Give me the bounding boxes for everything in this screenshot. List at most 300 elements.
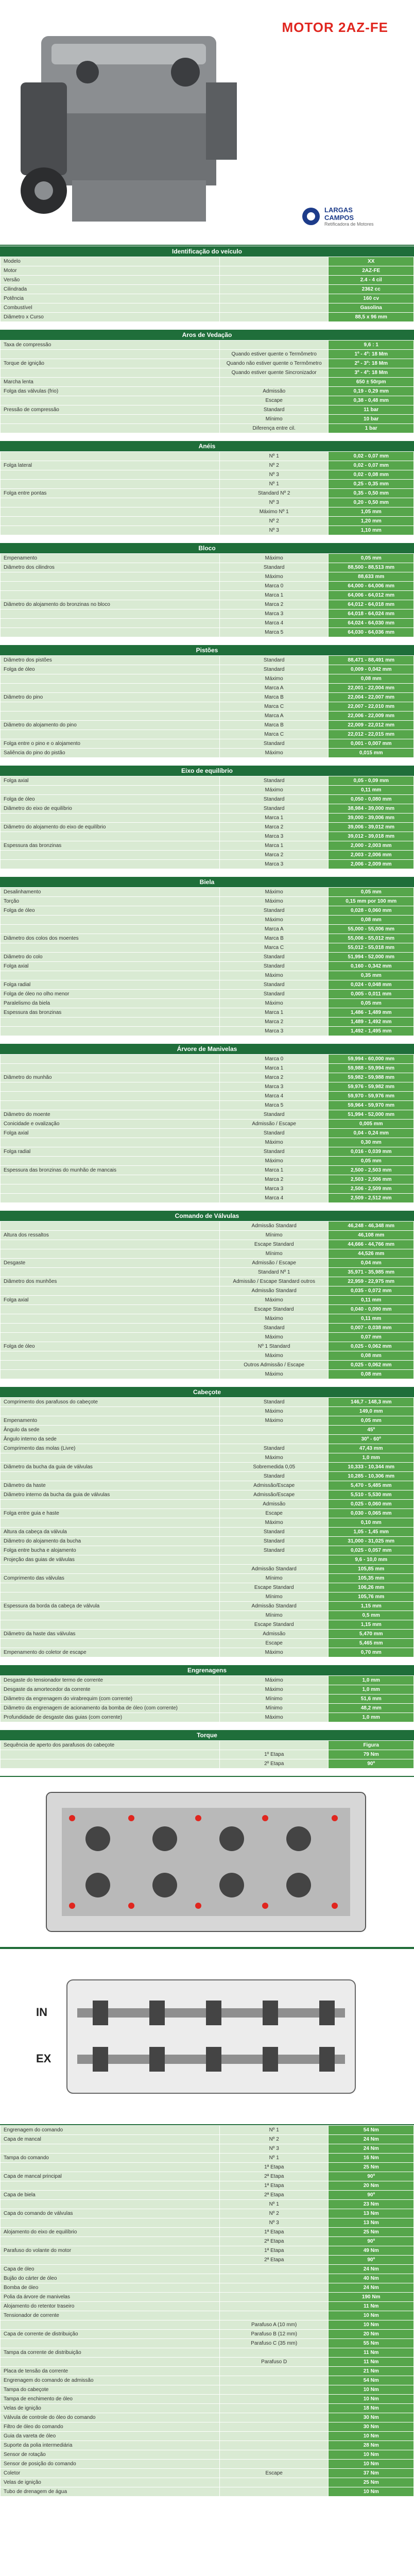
spec-label xyxy=(1,1286,220,1296)
spec-condition: Máximo xyxy=(219,554,329,563)
spec-label xyxy=(1,1351,220,1361)
spec-condition xyxy=(219,2478,329,2487)
spec-value: 38,984 - 39,000 mm xyxy=(329,804,414,814)
spec-value: Figura xyxy=(329,1741,414,1750)
spec-label: Altura dos ressaltos xyxy=(1,1231,220,1240)
spec-condition: Escape Standard xyxy=(219,1620,329,1630)
logo-line2: CAMPOS xyxy=(324,214,354,222)
spec-value: 11 bar xyxy=(329,405,414,415)
spec-label xyxy=(1,480,220,489)
spec-value: 55 Nm xyxy=(329,2339,414,2348)
spec-condition: Máximo xyxy=(219,1314,329,1324)
section-title: Pistões xyxy=(0,645,414,655)
spec-row xyxy=(1,1416,414,1426)
spec-value: 0,10 mm xyxy=(329,1518,414,1528)
spec-row xyxy=(1,2218,414,2228)
section-title: Eixo de equilíbrio xyxy=(0,765,414,776)
section-gap xyxy=(0,869,414,876)
camshaft-illustration xyxy=(0,1949,414,2124)
spec-row xyxy=(1,2441,414,2450)
spec-label: Folga entre guia e haste xyxy=(1,1509,220,1518)
spec-value: 55,000 - 55,006 mm xyxy=(329,925,414,934)
spec-label xyxy=(1,1184,220,1194)
spec-value: 11 Nm xyxy=(329,2302,414,2311)
spec-condition: Parafuso D xyxy=(219,2358,329,2367)
spec-value: 90º xyxy=(329,2256,414,2265)
spec-condition: Nº 1 xyxy=(219,452,329,461)
spec-label xyxy=(1,424,220,433)
spec-value: 1,05 - 1,45 mm xyxy=(329,1528,414,1537)
spec-label xyxy=(1,1305,220,1314)
section-title: Torque xyxy=(0,1730,414,1740)
spec-value: 10,333 - 10,344 mm xyxy=(329,1463,414,1472)
spec-row xyxy=(1,1147,414,1157)
spec-condition: Escape xyxy=(219,396,329,405)
spec-condition xyxy=(219,294,329,303)
spec-condition: Máximo xyxy=(219,1138,329,1147)
spec-label: Folga axial xyxy=(1,1296,220,1305)
spec-value: 16 Nm xyxy=(329,2154,414,2163)
spec-condition: Standard xyxy=(219,1147,329,1157)
spec-label xyxy=(1,1453,220,1463)
spec-row xyxy=(1,619,414,628)
spec-label xyxy=(1,350,220,359)
spec-row xyxy=(1,971,414,980)
spec-condition: Mínimo xyxy=(219,1704,329,1713)
spec-label: Tampa do cabeçote xyxy=(1,2385,220,2395)
spec-value: 64,024 - 64,030 mm xyxy=(329,619,414,628)
spec-label: Folga radial xyxy=(1,980,220,990)
spec-value: 25 Nm xyxy=(329,2163,414,2172)
spec-label xyxy=(1,1138,220,1147)
spec-row xyxy=(1,1092,414,1101)
spec-row xyxy=(1,1741,414,1750)
logo xyxy=(301,198,378,234)
spec-row xyxy=(1,2395,414,2404)
spec-value: 0,11 mm xyxy=(329,1314,414,1324)
spec-label: Empenamento xyxy=(1,1416,220,1426)
spec-row xyxy=(1,1064,414,1073)
spec-label: Motor xyxy=(1,266,220,276)
spec-value: 0,08 mm xyxy=(329,674,414,684)
spec-row xyxy=(1,2172,414,2181)
spec-row xyxy=(1,2163,414,2172)
spec-label xyxy=(1,415,220,424)
spec-condition: Nº 1 xyxy=(219,2126,329,2135)
spec-condition: 2º Etapa xyxy=(219,1759,329,1769)
spec-label: Capa de biela xyxy=(1,2191,220,2200)
spec-value: 0,02 - 0,08 mm xyxy=(329,470,414,480)
spec-label: Folga entre pontas xyxy=(1,489,220,498)
spec-condition xyxy=(219,341,329,350)
spec-row xyxy=(1,1027,414,1036)
spec-value: 59,994 - 60,000 mm xyxy=(329,1055,414,1064)
spec-row xyxy=(1,2469,414,2478)
spec-row xyxy=(1,2293,414,2302)
spec-condition: Admissão xyxy=(219,1630,329,1639)
spec-condition: Marca C xyxy=(219,702,329,711)
spec-value: 5,470 - 5,485 mm xyxy=(329,1481,414,1490)
spec-condition: Máximo xyxy=(219,1351,329,1361)
spec-condition xyxy=(219,2450,329,2460)
spec-row xyxy=(1,2413,414,2422)
spec-value: 2,509 - 2,512 mm xyxy=(329,1194,414,1203)
spec-label: Profundidade de desgaste das guias (com corrente) xyxy=(1,1713,220,1722)
spec-row xyxy=(1,359,414,368)
spec-condition: Máximo xyxy=(219,1370,329,1379)
spec-row xyxy=(1,1453,414,1463)
spec-label xyxy=(1,572,220,582)
spec-condition: Máximo xyxy=(219,674,329,684)
spec-label: Comprimento das molas (Livre) xyxy=(1,1444,220,1453)
spec-table xyxy=(0,451,414,535)
spec-label: Bujão do cárter de óleo xyxy=(1,2274,220,2283)
spec-condition: Marca 5 xyxy=(219,1101,329,1110)
spec-row xyxy=(1,405,414,415)
spec-value: 48,2 mm xyxy=(329,1704,414,1713)
spec-value: 22,959 - 22,975 mm xyxy=(329,1277,414,1286)
spec-label: Desalinhamento xyxy=(1,888,220,897)
spec-label xyxy=(1,396,220,405)
spec-value: 0,001 - 0,007 mm xyxy=(329,739,414,749)
spec-condition: 1º Etapa xyxy=(219,1750,329,1759)
spec-row xyxy=(1,2367,414,2376)
spec-table xyxy=(0,1221,414,1379)
spec-condition xyxy=(219,303,329,313)
spec-condition: Marca 3 xyxy=(219,1027,329,1036)
spec-label: Projeção das guias de válvulas xyxy=(1,1555,220,1565)
spec-label: Diâmetro dos munhões xyxy=(1,1277,220,1286)
spec-value: 1,10 mm xyxy=(329,526,414,535)
spec-condition xyxy=(219,2441,329,2450)
spec-row xyxy=(1,1194,414,1203)
spec-row xyxy=(1,1676,414,1685)
spec-label xyxy=(1,674,220,684)
spec-value: 0,08 mm xyxy=(329,1351,414,1361)
spec-label: Espessura das bronzinas xyxy=(1,1008,220,1018)
spec-condition: Diferença entre cil. xyxy=(219,424,329,433)
spec-row xyxy=(1,1639,414,1648)
spec-label: Suporte da polia intermediária xyxy=(1,2441,220,2450)
spec-row xyxy=(1,600,414,609)
spec-condition: Mínimo xyxy=(219,1694,329,1704)
spec-condition xyxy=(219,2283,329,2293)
spec-value: 10 Nm xyxy=(329,2385,414,2395)
spec-row xyxy=(1,2265,414,2274)
spec-label: Placa de tensão da corrente xyxy=(1,2367,220,2376)
spec-row xyxy=(1,2450,414,2460)
spec-value: 54 Nm xyxy=(329,2126,414,2135)
spec-condition xyxy=(219,2413,329,2422)
spec-value: 5,465 mm xyxy=(329,1639,414,1648)
spec-label: Diâmetro do munhão xyxy=(1,1073,220,1082)
spec-row xyxy=(1,2181,414,2191)
spec-label xyxy=(1,730,220,739)
spec-label xyxy=(1,1064,220,1073)
spec-value: 2.4 - 4 cil xyxy=(329,276,414,285)
spec-value: 1,20 mm xyxy=(329,517,414,526)
spec-condition: Mínimo xyxy=(219,1231,329,1240)
spec-condition: Admissão/Escape xyxy=(219,1481,329,1490)
spec-label: Diâmetro do eixo de equilíbrio xyxy=(1,804,220,814)
spec-row xyxy=(1,1175,414,1184)
spec-label: Comprimento dos parafusos do cabeçote xyxy=(1,1398,220,1407)
spec-value: 0,05 mm xyxy=(329,999,414,1008)
spec-label: Diâmetro da engrenagem de acionamento da bomba de óleo (com corrente) xyxy=(1,1704,220,1713)
spec-row xyxy=(1,2320,414,2330)
spec-row xyxy=(1,387,414,396)
spec-condition: Máximo xyxy=(219,1648,329,1657)
spec-value: 39,012 - 39,018 mm xyxy=(329,832,414,841)
spec-label: Diâmetro dos colos dos moentes xyxy=(1,934,220,943)
spec-condition: Nº 3 xyxy=(219,470,329,480)
spec-value: 64,006 - 64,012 mm xyxy=(329,591,414,600)
spec-value: 1 bar xyxy=(329,424,414,433)
spec-condition: Marca A xyxy=(219,711,329,721)
spec-condition: Marca C xyxy=(219,943,329,953)
spec-condition: Nº 2 xyxy=(219,517,329,526)
spec-label xyxy=(1,1611,220,1620)
spec-row xyxy=(1,739,414,749)
page-title: MOTOR 2AZ-FE xyxy=(282,20,388,35)
spec-label: Válvula de controle do óleo do comando xyxy=(1,2413,220,2422)
spec-value: 88,500 - 88,513 mm xyxy=(329,563,414,572)
spec-label: Velas de ignição xyxy=(1,2404,220,2413)
spec-row xyxy=(1,665,414,674)
spec-label: Alojamento do eixo de equilíbrio xyxy=(1,2228,220,2237)
spec-row xyxy=(1,2385,414,2395)
spec-condition: Marca 1 xyxy=(219,1008,329,1018)
spec-value: 39,006 - 39,012 mm xyxy=(329,823,414,832)
spec-label: Versão xyxy=(1,276,220,285)
spec-label: Espessura da borda da cabeça de válvula xyxy=(1,1602,220,1611)
spec-row xyxy=(1,702,414,711)
section-gap xyxy=(0,322,414,329)
spec-row xyxy=(1,656,414,665)
spec-row xyxy=(1,711,414,721)
spec-value: 0,15 mm por 100 mm xyxy=(329,897,414,906)
spec-label: Modelo xyxy=(1,257,220,266)
spec-row xyxy=(1,1565,414,1574)
spec-row xyxy=(1,1129,414,1138)
spec-value: 5,510 - 5,530 mm xyxy=(329,1490,414,1500)
spec-value: 64,018 - 64,024 mm xyxy=(329,609,414,619)
spec-value: 2,003 - 2,006 mm xyxy=(329,851,414,860)
spec-row xyxy=(1,1231,414,1240)
spec-value: 10 Nm xyxy=(329,2395,414,2404)
spec-label: Folga de óleo xyxy=(1,665,220,674)
cylinder-head-illustration xyxy=(0,1777,414,1947)
spec-label: Ângulo interno da sede xyxy=(1,1435,220,1444)
spec-value: 0,005 mm xyxy=(329,1120,414,1129)
spec-value: 0,19 - 0,29 mm xyxy=(329,387,414,396)
spec-condition xyxy=(219,2274,329,2283)
spec-label: Folga de óleo xyxy=(1,906,220,916)
spec-label xyxy=(1,591,220,600)
spec-label: Tampa do comando xyxy=(1,2154,220,2163)
section-gap xyxy=(0,535,414,543)
spec-row xyxy=(1,749,414,758)
spec-condition: Marca B xyxy=(219,721,329,730)
spec-label xyxy=(1,1750,220,1759)
spec-row xyxy=(1,2404,414,2413)
spec-label: Capa do comando de válvulas xyxy=(1,2209,220,2218)
spec-row xyxy=(1,276,414,285)
spec-row xyxy=(1,990,414,999)
spec-condition: Máximo xyxy=(219,971,329,980)
spec-row xyxy=(1,2154,414,2163)
spec-label xyxy=(1,2358,220,2367)
spec-value: 2,503 - 2,506 mm xyxy=(329,1175,414,1184)
spec-row xyxy=(1,1472,414,1481)
spec-value: 0,025 - 0,062 mm xyxy=(329,1342,414,1351)
spec-label xyxy=(1,1101,220,1110)
spec-row xyxy=(1,1240,414,1249)
spec-condition: Marca 1 xyxy=(219,814,329,823)
spec-label xyxy=(1,1472,220,1481)
spec-label: Sensor de posição do comando xyxy=(1,2460,220,2469)
spec-condition xyxy=(219,2367,329,2376)
spec-condition: Marca 2 xyxy=(219,1073,329,1082)
spec-row xyxy=(1,1008,414,1018)
spec-row xyxy=(1,2376,414,2385)
spec-label xyxy=(1,814,220,823)
spec-row xyxy=(1,498,414,507)
spec-label: Potência xyxy=(1,294,220,303)
spec-label xyxy=(1,2256,220,2265)
spec-row xyxy=(1,1555,414,1565)
spec-condition: Escape xyxy=(219,2469,329,2478)
spec-value: 11 Nm xyxy=(329,2348,414,2358)
spec-value: 22,001 - 22,004 mm xyxy=(329,684,414,693)
spec-condition: Admissão Standard xyxy=(219,1565,329,1574)
spec-label: Tampa da corrente de distribuição xyxy=(1,2348,220,2358)
section-gap xyxy=(0,1769,414,1776)
spec-condition: Marca 1 xyxy=(219,1064,329,1073)
spec-value: 0,11 mm xyxy=(329,786,414,795)
spec-row xyxy=(1,1055,414,1064)
spec-condition: Marca 2 xyxy=(219,1018,329,1027)
spec-condition: Máximo xyxy=(219,1518,329,1528)
spec-label: Folga axial xyxy=(1,962,220,971)
spec-row xyxy=(1,2135,414,2144)
spec-row xyxy=(1,415,414,424)
spec-condition: Standard xyxy=(219,906,329,916)
spec-condition: Standard xyxy=(219,962,329,971)
spec-condition: Admissão/Escape xyxy=(219,1490,329,1500)
spec-value: 20 Nm xyxy=(329,2181,414,2191)
spec-value: 0,25 - 0,35 mm xyxy=(329,480,414,489)
spec-table xyxy=(0,655,414,758)
spec-value: 55,012 - 55,018 mm xyxy=(329,943,414,953)
spec-label xyxy=(1,1333,220,1342)
spec-row xyxy=(1,980,414,990)
spec-condition: Marca B xyxy=(219,934,329,943)
section-gap xyxy=(0,1379,414,1386)
spec-label: Diâmetro do alojamento do bronzinas no bloco xyxy=(1,600,220,609)
section-title: Comando de Válvulas xyxy=(0,1210,414,1221)
spec-value: 1,15 mm xyxy=(329,1620,414,1630)
spec-value: 0,05 mm xyxy=(329,888,414,897)
spec-condition: Marca 3 xyxy=(219,1082,329,1092)
spec-row xyxy=(1,1305,414,1314)
spec-value: 30 Nm xyxy=(329,2422,414,2432)
spec-value: 0,007 - 0,038 mm xyxy=(329,1324,414,1333)
spec-condition: Quando estiver quente Sincronizador xyxy=(219,368,329,378)
torque-table xyxy=(0,2125,414,2497)
spec-label: Diâmetro da bucha da guia de válvulas xyxy=(1,1463,220,1472)
spec-condition xyxy=(219,285,329,294)
spec-label: Bomba de óleo xyxy=(1,2283,220,2293)
spec-row xyxy=(1,1296,414,1305)
spec-condition: Standard xyxy=(219,1129,329,1138)
spec-row xyxy=(1,2487,414,2497)
spec-row xyxy=(1,2478,414,2487)
spec-label: Engrenagem do comando de admissão xyxy=(1,2376,220,2385)
spec-row xyxy=(1,2330,414,2339)
spec-value: 0,20 - 0,50 mm xyxy=(329,498,414,507)
spec-row xyxy=(1,563,414,572)
spec-row xyxy=(1,1018,414,1027)
spec-condition: Standard xyxy=(219,1472,329,1481)
spec-condition: Marca 2 xyxy=(219,1175,329,1184)
spec-label: Desgaste xyxy=(1,1259,220,1268)
spec-value: 49 Nm xyxy=(329,2246,414,2256)
spec-condition: Marca A xyxy=(219,684,329,693)
spec-label: Capa de corrente de distribuição xyxy=(1,2330,220,2339)
spec-value: 64,000 - 64,006 mm xyxy=(329,582,414,591)
spec-row xyxy=(1,2432,414,2441)
section-gap xyxy=(0,1657,414,1665)
spec-value: 0,05 mm xyxy=(329,1416,414,1426)
spec-value: 105,35 mm xyxy=(329,1574,414,1583)
spec-row xyxy=(1,1611,414,1620)
spec-condition: Máximo xyxy=(219,786,329,795)
spec-value: 44,526 mm xyxy=(329,1249,414,1259)
spec-condition: Admissão / Escape Standard outros xyxy=(219,1277,329,1286)
spec-row xyxy=(1,999,414,1008)
spec-condition: Máximo xyxy=(219,916,329,925)
spec-value: 0,025 - 0,062 mm xyxy=(329,1361,414,1370)
spec-condition: Nº 2 xyxy=(219,2135,329,2144)
spec-value: 25 Nm xyxy=(329,2228,414,2237)
spec-value: 2362 cc xyxy=(329,285,414,294)
spec-condition xyxy=(219,2302,329,2311)
spec-value: 22,007 - 22,010 mm xyxy=(329,702,414,711)
spec-value: 0,030 - 0,065 mm xyxy=(329,1509,414,1518)
spec-value: 1,0 mm xyxy=(329,1685,414,1694)
spec-row xyxy=(1,461,414,470)
spec-condition xyxy=(219,1435,329,1444)
spec-condition: Standard xyxy=(219,739,329,749)
spec-condition: Escape Standard xyxy=(219,1583,329,1592)
spec-row xyxy=(1,526,414,535)
spec-value: 88,633 mm xyxy=(329,572,414,582)
spec-condition: Standard Nº 2 xyxy=(219,489,329,498)
spec-value: 0,04 - 0,24 mm xyxy=(329,1129,414,1138)
spec-condition: Sobremedida 0,05 xyxy=(219,1463,329,1472)
spec-label xyxy=(1,619,220,628)
spec-condition: Máximo xyxy=(219,1157,329,1166)
spec-label xyxy=(1,1092,220,1101)
spec-row xyxy=(1,860,414,869)
spec-condition: Mínimo xyxy=(219,415,329,424)
spec-row xyxy=(1,2460,414,2469)
spec-condition: Mínimo xyxy=(219,1592,329,1602)
spec-value: 24 Nm xyxy=(329,2144,414,2154)
spec-condition: Máximo xyxy=(219,999,329,1008)
spec-condition: Máximo xyxy=(219,1333,329,1342)
